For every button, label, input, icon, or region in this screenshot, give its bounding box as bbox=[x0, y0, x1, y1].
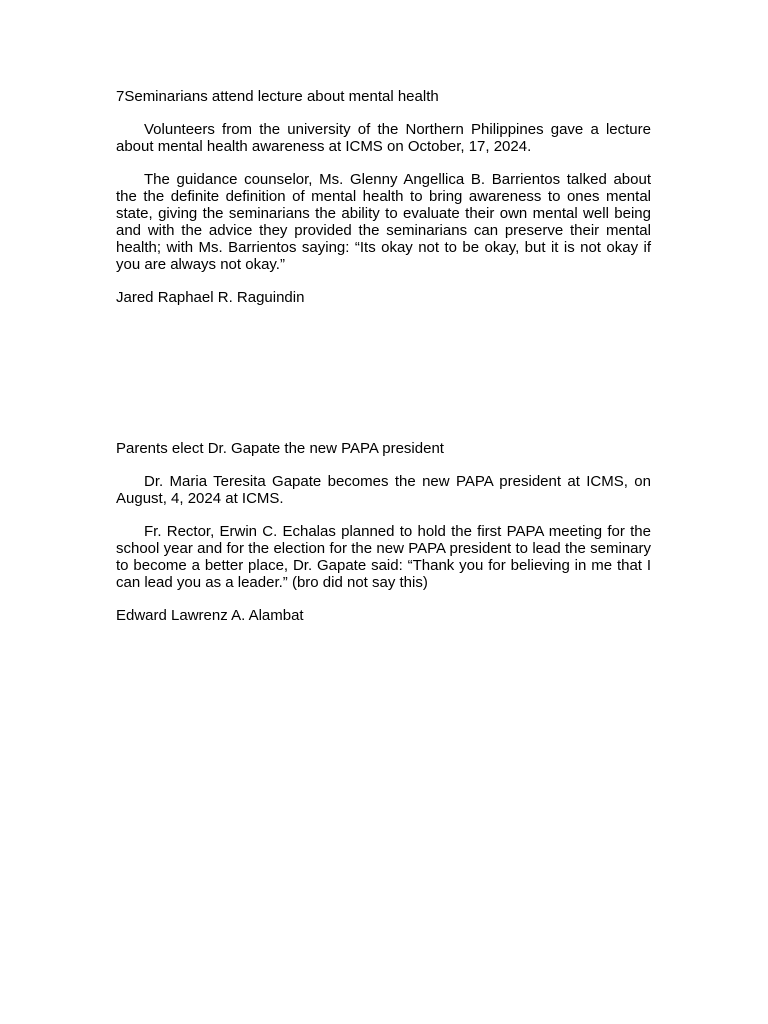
article-byline: Edward Lawrenz A. Alambat bbox=[116, 607, 304, 624]
article-headline: Parents elect Dr. Gapate the new PAPA president bbox=[116, 440, 444, 457]
article-mental-health-lecture bbox=[116, 88, 651, 306]
article-headline: 7Seminarians attend lecture about mental health bbox=[116, 88, 439, 105]
article-paragraph: Volunteers from the university of the Northern Philippines gave a lecture about mental health awareness at ICMS on October, 17, 2024. bbox=[116, 121, 651, 155]
article-papa-president bbox=[116, 440, 651, 624]
article-paragraph: The guidance counselor, Ms. Glenny Angellica B. Barrientos talked about the the definite definition of mental health to bring awareness to ones mental state, giving the seminarians the ability to evaluate their own mental well being and with the advice they provided the seminarians can preserve their mental health; with Ms. Barrientos saying: “Its okay not to be okay, but it is not okay if you are always not okay.” bbox=[116, 171, 651, 273]
article-paragraph: Fr. Rector, Erwin C. Echalas planned to hold the first PAPA meeting for the school year and for the election for the new PAPA president to lead the seminary to become a better place, Dr. Gapate said: “Thank you for believing in me that I can lead you as a leader.” (bro did not say this) bbox=[116, 523, 651, 591]
article-byline: Jared Raphael R. Raguindin bbox=[116, 289, 305, 306]
article-paragraph: Dr. Maria Teresita Gapate becomes the new PAPA president at ICMS, on August, 4, 2024 at ICMS. bbox=[116, 473, 651, 507]
